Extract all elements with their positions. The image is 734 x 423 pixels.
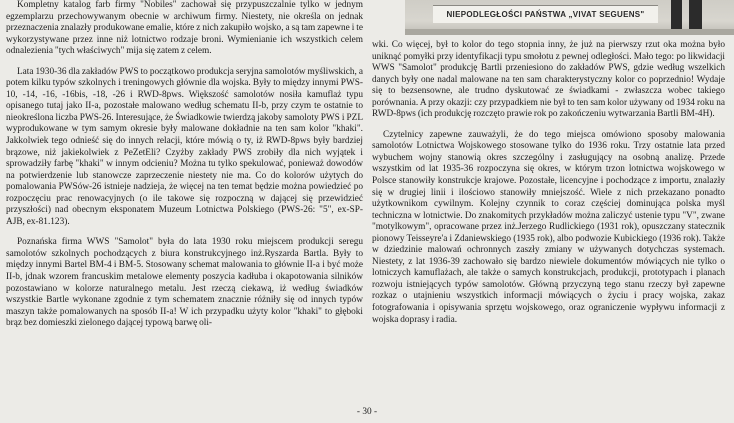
right-text-column [372, 40, 725, 326]
left-text-column [6, 0, 363, 330]
paragraph: Kompletny katalog farb firmy "Nobiles" zachował się przypuszczalnie tylko w jednym egzemplarzu przechowywanym obecnie w archiwum firmy. Niestety, nie określa on jednak przeznaczenia znalazły produkowane emalie, które z nich zakupiło wojsko, a są tam zapewne i te wykorzystywane przez inne niż lotnictwo rodzaje broni. Wymienianie ich wszystkich celem odnalezienia "tych właściwych" mija się zatem z celem. [6, 0, 363, 57]
paragraph: Czytelnicy zapewne zauważyli, że do tego miejsca omówiono sposoby malowania samolotów Lotnictwa Wojskowego stosowane tylko do 1936 roku. Trzy ostatnie lata przed wybuchem wojny stanowią okres szczególny i zasługujący na osobną analizę. Przede wszystkim od lat 1935-36 rozpoczyna się okres, w którym trzon lotnictwa wojskowego w Polsce stanowiły konstrukcje krajowe. Pozostałe, licencyjne i pochodzące z importu, znalazły się w drugiej linii i ilościowo stanowiły mniejszość. Wiele z nich przekazano ponadto użytkownikom cywilnym. Kolejny czynnik to coraz częściej dominująca polska myśl techniczna w lotnictwie. Do znakomitych przykładów można zaliczyć ustenie typu "V", zwane "motylkowym", opracowane przez inż.Jerzego Rudlickiego (1931 rok), opuszczany statecznik pionowy Teisseyre'a i Zdaniewskiego (1935 rok), albo podwozie Kubickiego (1936 rok). Także w dziedzinie malowań ochronnych zaszły zmiany w używanych dotychczas systemach. Niestety, z lat 1936-39 zachowało się bardzo niewiele dokumentów mówiących nie tylko o lotniczych kamuflażach, ale także o samych konstrukcjach, produkcji, prototypach i planach rozwoju istniejących typów samolotów. Główną przyczyną tego stanu rzeczy był zapewne rozkaz o utajnieniu wszystkich informacji mówiących o życiu i pracy wojska, zakaz fotografowania i opisywania sprzętu wojskowego, oraz ograniczenie wypływu informacji z wojska doprasy i radia. [372, 129, 725, 325]
page-number: - 30 - [356, 407, 378, 417]
paragraph: Lata 1930-36 dla zakładów PWS to początkowo produkcja seryjna samolotów myśliwskich, a potem kilku typów szkolnych i treningowych głównie dla wojska. Były to między innymi PWS-10, -14, -16, -16bis, -18, -26 i RWD-8pws. Większość samolotów nosiła kamuflaż typu opisanego tutaj jako II-a, pozostałe malowano według schematu II-b, przy czym te ostatnie to nieokreślona liczba PWS-26. Interesujące, że Świadkowie twierdzą jakoby samoloty PWS i PZL wyprodukowane w tym samym okresie były malowane dokładnie na ten sam kolor "khaki". Jakkolwiek tego odnieść się do innych relacji, które mówią o ty, iż RWD-8pws były bardziej brązowe, niż jakiekolwiek z PeZetEli? Czyżby zakłady PWS zrobiły dla nich wyjątek i sprowadziły farbę "khaki" w innym odcieniu? Można tu tylko spekulować, ponieważ dowodów na potwierdzenie lub stanowcze zaprzeczenie niestety nie ma. Co do kolorów użytych do pomalowania PWSów-26 istnieje nadzieja, że więcej na ten temat będzie można powiedzieć po rozpoczęciu prac renowacyjnych (o ile takowe się rozpoczną w dającej się przewidzieć przyszłości) nad obecnym eksponatem Muzeum Lotnictwa Polskiego (PWS-26: "5", ex-SP-AJB, ex-81.123). [6, 66, 363, 227]
photo-fragment [405, 0, 734, 35]
paragraph: Poznańska firma WWS "Samolot" była do lata 1930 roku miejscem produkcji seregu samolotów szkolnych pochodzących z biura konstrukcyjnego inż.Ryszarda Bartla. Były to między innymi Bartel BM-4 i BM-5. Stosowany schemat malowania to głównie II-a i być może II-b, jdnak wzorem francuskim metalowe elementy poszycia kadłuba i okapotowania silników pozostawiano w kolorze naturalnego metalu. Jest rzeczą ciekawą, iż według świadków wszystkie Bartle wykonane zgodnie z tym schematem znacznie różniły się od innych typów maszyn także pomalowanych na sposób II-a! W ich przypadku użyty kolor "khaki" to głęboki brąz bez domieszki zielonego dającej typową barwę oli- [6, 237, 363, 329]
photo-ground [405, 29, 734, 35]
photo-banner: NIEPODLEGŁOŚCI PAŃSTWA „VIVAT SEGUENS" [433, 5, 658, 23]
paragraph: wki. Co więcej, był to kolor do tego stopnia inny, że już na pierwszy rzut oka można było uniknąć pomyłki przy identyfikacji typu smołotu z pewnej odległości. Mało tego: po likwidacji WWS "Samolot" produkcję Bartli przeniesiono do zakładów PWS, gdzie według wszelkich danych były one nadal malowane na ten sam charakterystyczny kolor co poprzednio! Wydaje się to bezsensowne, ale trudno dyskutować ze świadkami - zwłaszcza wobec takiego porównania. A przy okazji: czy przypadkiem nie był to ten sam kolor używany od 1934 roku na RWD-8pws (ich produkcję rozczęto prawie rok po zakończeniu wytwarzania Bartli BM-4H). [372, 40, 725, 120]
